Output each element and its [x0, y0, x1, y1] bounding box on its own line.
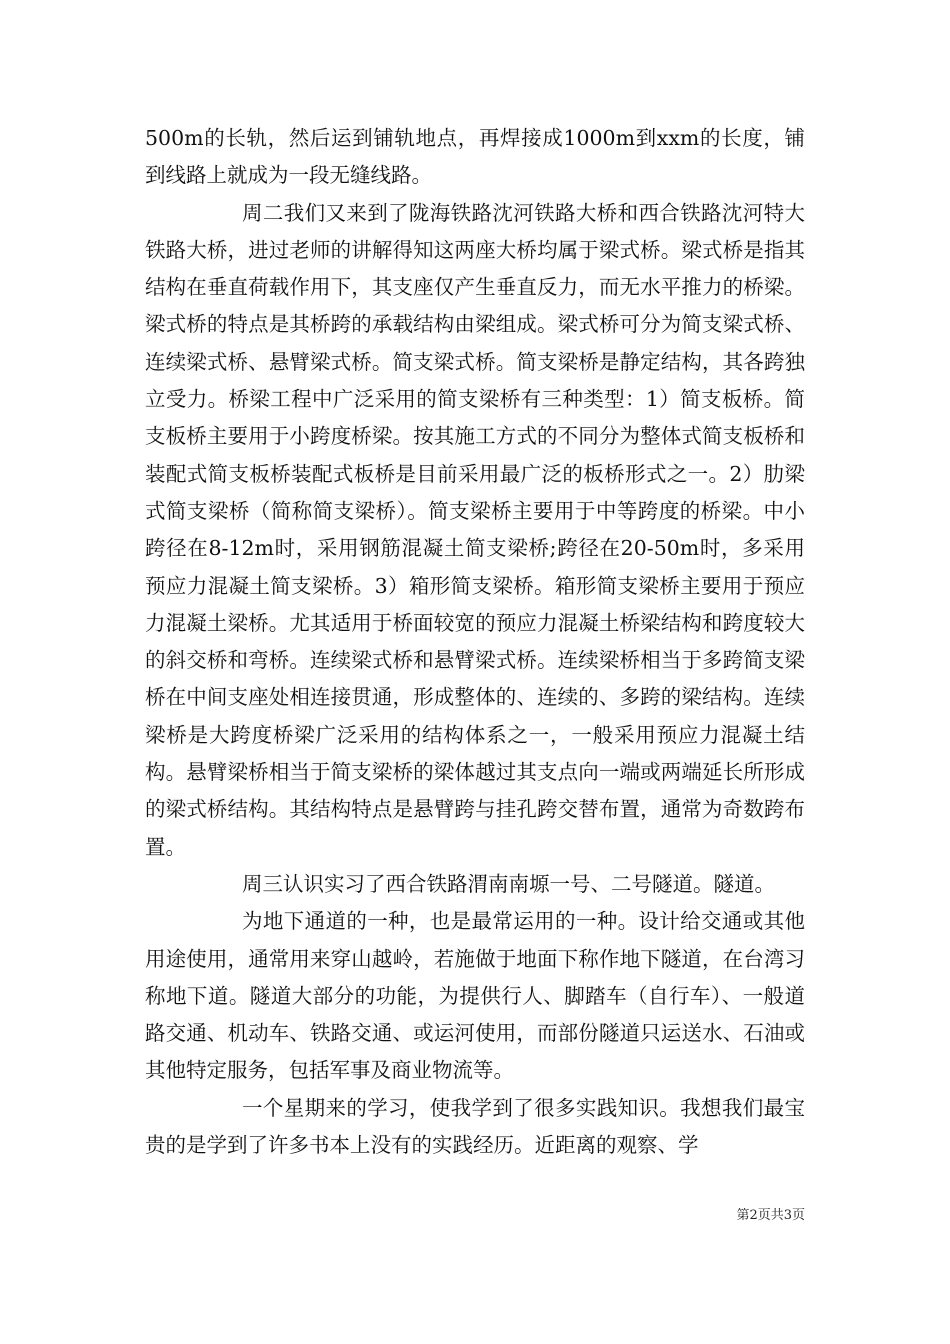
body-text [145, 120, 805, 1164]
paragraph-1: 500m的长轨，然后运到铺轨地点，再焊接成1000m到xxm的长度，铺到线路上就成为一段无缝线路。 [145, 126, 805, 188]
page-number-footer: 第2页共3页 [736, 1208, 805, 1223]
paragraph-5: 一个星期来的学习，使我学到了很多实践知识。我想我们最宝贵的是学到了许多书本上没有的实践经历。近距离的观察、学 [145, 1095, 805, 1158]
paragraph-3: 周三认识实习了西合铁路渭南南塬一号、二号隧道。隧道。 [242, 871, 775, 896]
paragraph-2: 周二我们又来到了陇海铁路沈河铁路大桥和西合铁路沈河特大铁路大桥，进过老师的讲解得知这两座大桥均属于梁式桥。梁式桥是指其结构在垂直荷载作用下，其支座仅产生垂直反力，而无水平推力的桥梁。梁式桥的特点是其桥跨的承载结构由梁组成。梁式桥可分为简支梁式桥、连续梁式桥、悬臂梁式桥。简支梁式桥。简支梁桥是静定结构，其各跨独立受力。桥梁工程中广泛采用的简支梁桥有三种类型：1）简支板桥。简支板桥主要用于小跨度桥梁。按其施工方式的不同分为整体式简支板桥和装配式简支板桥装配式板桥是目前采用最广泛的板桥形式之一。2）肋梁式简支梁桥（简称简支梁桥）。简支梁桥主要用于中等跨度的桥梁。中小跨径在8-12m时，采用钢筋混凝土简支梁桥;跨径在20-50m时，多采用预应力混凝土简支梁桥。3）箱形简支梁桥。箱形简支梁桥主要用于预应力混凝土梁桥。尤其适用于桥面较宽的预应力混凝土桥梁结构和跨度较大的斜交桥和弯桥。连续梁式桥和悬臂梁式桥。连续梁桥相当于多跨简支梁桥在中间支座处相连接贯通，形成整体的、连续的、多跨的梁结构。连续梁桥是大跨度桥梁广泛采用的结构体系之一，一般采用预应力混凝土结构。悬臂梁桥相当于简支梁桥的梁体越过其支点向一端或两端延长所形成的梁式桥结构。其结构特点是悬臂跨与挂孔跨交替布置，通常为奇数跨布置。 [145, 200, 805, 859]
paragraph-4: 为地下通道的一种，也是最常运用的一种。设计给交通或其他用途使用，通常用来穿山越岭，若施做于地面下称作地下隧道，在台湾习称地下道。隧道大部分的功能，为提供行人、脚踏车（自行车）、一般道路交通、机动车、铁路交通、或运河使用，而部份隧道只运送水、石油或其他特定服务，包括军事及商业物流等。 [145, 909, 805, 1083]
